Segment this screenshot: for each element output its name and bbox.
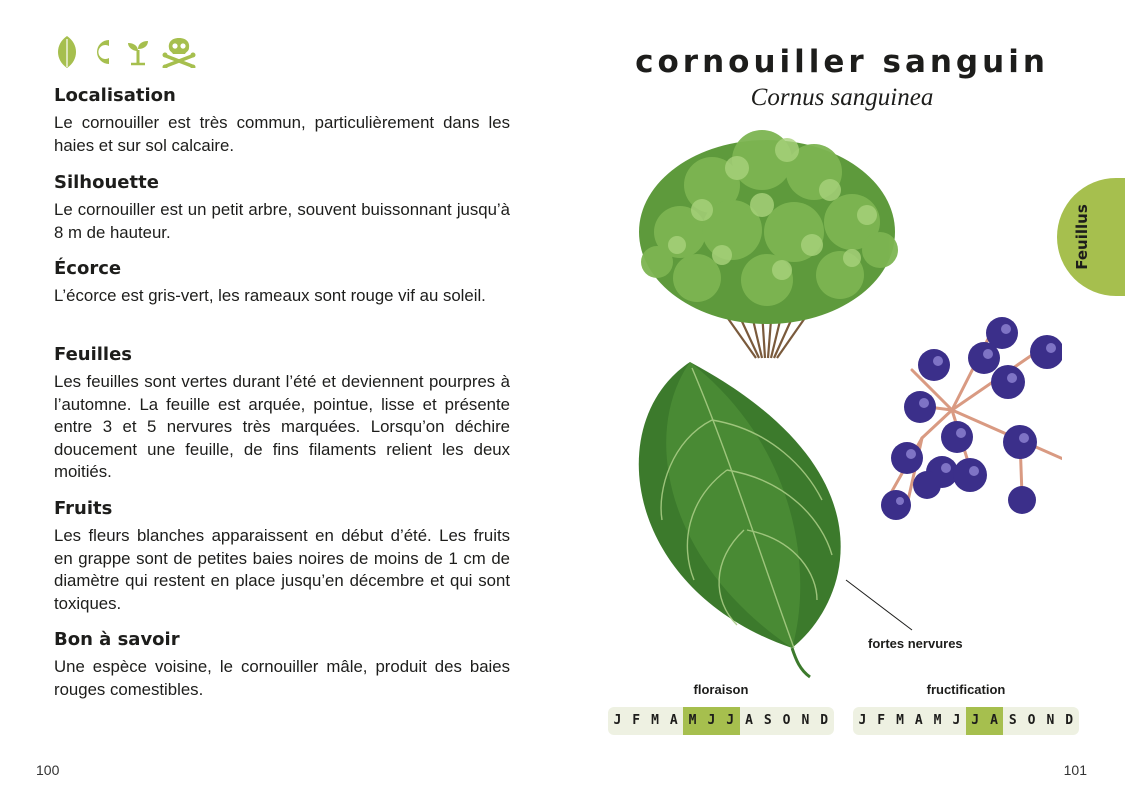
annotation-line [846,580,912,630]
icon-row [54,34,196,70]
month-cell: M [896,713,904,728]
month-cell: A [985,707,1004,735]
category-tab-label: Feuillus [1073,204,1091,270]
latin-name: Cornus sanguinea [750,84,934,111]
month-cell: O [1027,713,1036,728]
seedling-icon [126,38,150,66]
month-cell: J [613,713,622,728]
calendar-fructification [853,707,1079,735]
section-text: Une espèce voisine, le cornouiller mâle, produit des baies rouges comestibles. [54,657,510,699]
section-heading: Localisation [54,85,176,106]
month-cell: S [1008,713,1017,728]
section-heading: Silhouette [54,172,159,193]
month-cell: J [966,707,985,735]
right-page [562,0,1125,792]
section-text: Le cornouiller est un petit arbre, souvent buissonnant jusqu’à 8 m de hauteur. [54,200,510,242]
crescent-icon [92,37,114,67]
calendar-floraison [608,707,834,735]
month-cell: J [702,707,721,735]
section-heading: Fruits [54,498,113,519]
page-number-right: 101 [1063,762,1087,778]
skull-crossbones-icon [162,36,196,68]
month-cell: J [721,707,740,735]
month-cell: S [763,713,772,728]
month-cell: J [858,713,867,728]
month-cell: N [801,713,810,728]
section-feuilles [54,343,510,484]
month-cell: D [820,713,829,728]
leaf-icon [54,34,80,70]
section-bon-a-savoir [54,628,510,701]
month-cell: D [1065,713,1074,728]
berry-cluster-illustration [881,317,1062,520]
annotation-label: fortes nervures [868,636,963,651]
month-cell: M [933,713,942,728]
section-heading: Écorce [54,258,122,279]
section-text: Les fleurs blanches apparaissent en début d’été. Les fruits en grappe sont de petites baies noires de moins de 1 cm de diamètre qui restent en place jusqu’en décembre et qui sont toxiques. [54,526,510,613]
month-cell: N [1046,713,1055,728]
calendar-label: floraison [693,682,749,697]
month-cell: J [952,713,961,728]
month-cell: M [651,713,659,728]
species-title: cornouiller sanguin [635,44,1049,80]
section-heading: Bon à savoir [54,629,180,650]
calendar-label: fructification [926,682,1006,697]
left-page [0,0,562,792]
month-cell: M [683,707,702,735]
section-text: Les feuilles sont vertes durant l’été et deviennent pourpres à l’automne. La feuille est arquée, pointue, lisse et présente entre 3 et 5 nervures très marquées. Lorsqu’on déchire doucement une feuille, de fins filaments relient les deux moitiés. [54,372,510,481]
leaf-illustration [639,362,841,677]
section-text: Le cornouiller est très commun, particulièrement dans les haies et sur sol calcaire. [54,113,510,155]
month-cell: O [782,713,791,728]
section-localisation [54,84,510,157]
shrub-illustration [639,130,898,358]
section-heading: Feuilles [54,344,133,365]
month-cell: A [745,713,753,728]
species-illustration [562,0,1062,700]
month-cell: F [877,713,886,728]
section-fruits [54,497,510,615]
category-tab [1057,178,1125,296]
month-cell: A [914,713,923,728]
month-cell: A [669,713,678,728]
section-text: L’écorce est gris-vert, les rameaux sont rouge vif au soleil. [54,286,486,305]
page-number-left: 100 [36,762,60,778]
month-cell: F [632,713,641,728]
section-silhouette [54,171,510,244]
section-ecorce [54,257,510,308]
